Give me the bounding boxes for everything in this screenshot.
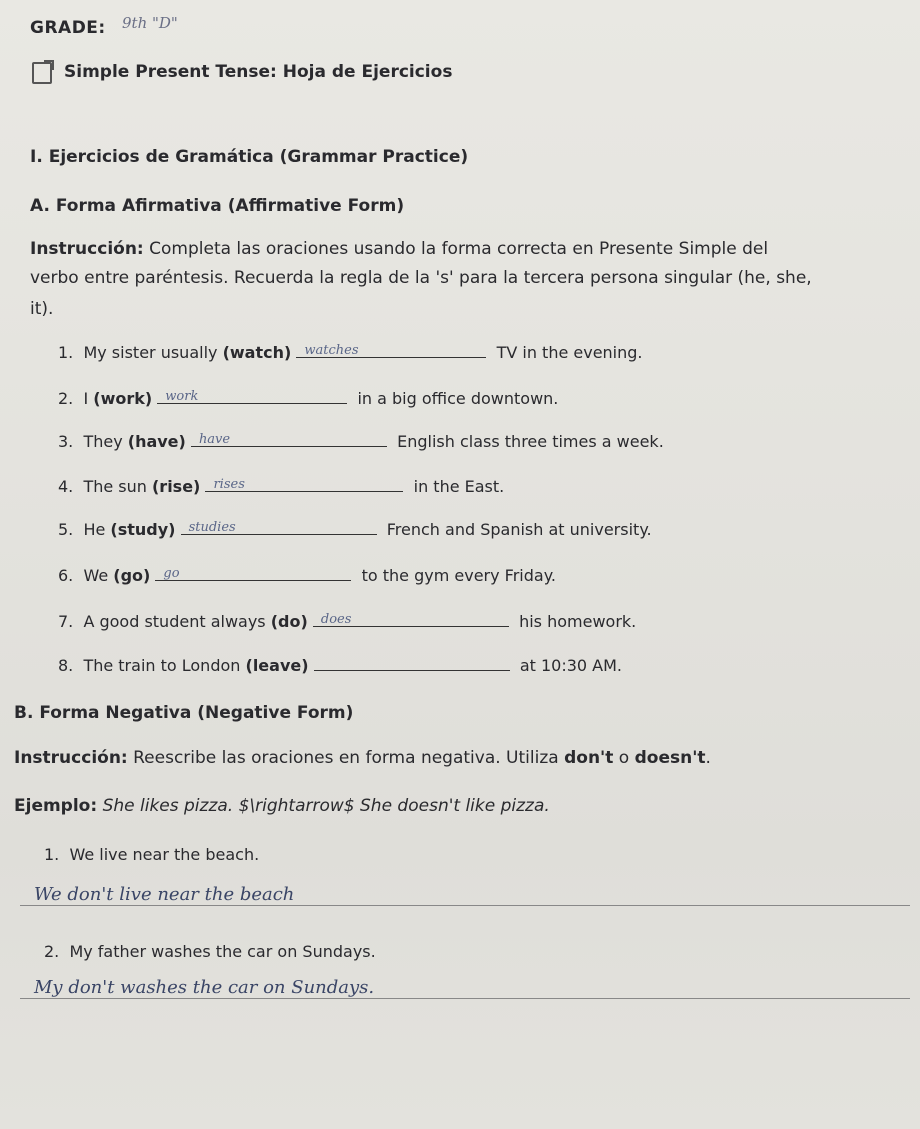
exercise-item [58,564,556,585]
part-a-heading: A. Forma Afirmativa (Affirmative Form) [30,196,405,216]
section-heading: I. Ejercicios de Gramática (Grammar Practice) [30,147,469,167]
item-text: at 10:30 AM. [519,656,623,675]
answer-blank[interactable] [157,387,347,404]
item-verb: (watch) [222,343,292,362]
item-number: 8. [58,656,74,675]
answer-blank[interactable] [191,430,387,447]
answer-blank[interactable] [155,564,351,581]
exercise-item [44,845,259,864]
item-verb: (do) [270,612,308,631]
instruction-text: Completa las oraciones usando la forma correcta en Presente Simple del [143,239,769,259]
answer-blank[interactable] [314,654,510,671]
document-icon [32,62,52,84]
answer-line[interactable] [20,905,910,906]
item-text: We live near the beach. [69,845,260,864]
instruction-text: Reescribe las oraciones en forma negativa. Utiliza [127,748,565,768]
item-verb: (work) [93,389,153,408]
part-b-heading: B. Forma Negativa (Negative Form) [14,703,354,723]
part-b-example [14,796,550,816]
exercise-item [58,387,558,408]
item-number: 2. [44,942,60,961]
handwritten-answer: have [198,432,231,447]
item-text: TV in the evening. [496,343,643,362]
item-verb: (go) [113,566,151,585]
exercise-item [58,430,664,451]
item-text: The train to London [83,656,246,675]
exercise-item [58,475,504,496]
item-number: 6. [58,566,74,585]
item-number: 1. [58,343,74,362]
item-verb: (leave) [245,656,309,675]
answer-blank[interactable] [313,610,509,627]
exercise-item [44,942,376,961]
exercise-item [58,610,636,631]
handwritten-answer: go [163,566,180,581]
answer-line[interactable] [20,998,910,999]
handwritten-answer: watches [304,343,359,358]
answer-blank[interactable] [296,341,486,358]
item-number: 5. [58,520,74,539]
item-text: to the gym every Friday. [361,566,556,585]
item-verb: (study) [110,520,176,539]
instruction-label: Instrucción: [30,239,144,259]
part-a-instruction-line2: verbo entre paréntesis. Recuerda la regla de la 's' para la tercera persona singular (he, she, [30,268,812,288]
item-text: He [83,520,111,539]
item-text: The sun [83,477,152,496]
keyword-dont: don't [564,748,614,768]
item-verb: (have) [127,432,186,451]
handwritten-answer: We don't live near the beach [34,884,295,905]
item-number: 2. [58,389,74,408]
item-text: his homework. [519,612,637,631]
exercise-item [58,518,652,539]
exercise-item [58,341,643,362]
example-label: Ejemplo: [14,796,98,816]
exercise-item [58,654,622,675]
answer-blank[interactable] [181,518,377,535]
instruction-text: . [705,748,711,768]
item-number: 4. [58,477,74,496]
worksheet-title: Simple Present Tense: Hoja de Ejercicios [64,62,453,82]
grade-handwritten: 9th "D" [122,14,178,32]
item-verb: (rise) [151,477,201,496]
item-text: English class three times a week. [397,432,664,451]
item-text: My father washes the car on Sundays. [69,942,376,961]
handwritten-answer: rises [213,477,245,492]
item-text: in a big office downtown. [357,389,559,408]
instruction-label: Instrucción: [14,748,128,768]
handwritten-answer: studies [188,520,236,535]
item-text: I [83,389,94,408]
keyword-doesnt: doesn't [634,748,706,768]
part-b-instruction [14,748,711,768]
handwritten-answer: work [165,389,199,404]
item-text: My sister usually [83,343,223,362]
part-a-instruction-line1 [30,239,768,259]
handwritten-answer: does [320,612,352,627]
item-number: 3. [58,432,74,451]
item-text: French and Spanish at university. [386,520,652,539]
item-text: They [83,432,128,451]
item-text: A good student always [83,612,271,631]
part-a-instruction-line3: it). [30,299,54,319]
handwritten-answer: My don't washes the car on Sundays. [34,977,375,998]
item-text: We [83,566,114,585]
grade-label: GRADE: [30,18,106,38]
item-text: in the East. [413,477,505,496]
item-number: 7. [58,612,74,631]
item-number: 1. [44,845,60,864]
example-text: She likes pizza. $\rightarrow$ She doesn't like pizza. [97,796,550,816]
instruction-text: o [613,748,635,768]
answer-blank[interactable] [205,475,403,492]
